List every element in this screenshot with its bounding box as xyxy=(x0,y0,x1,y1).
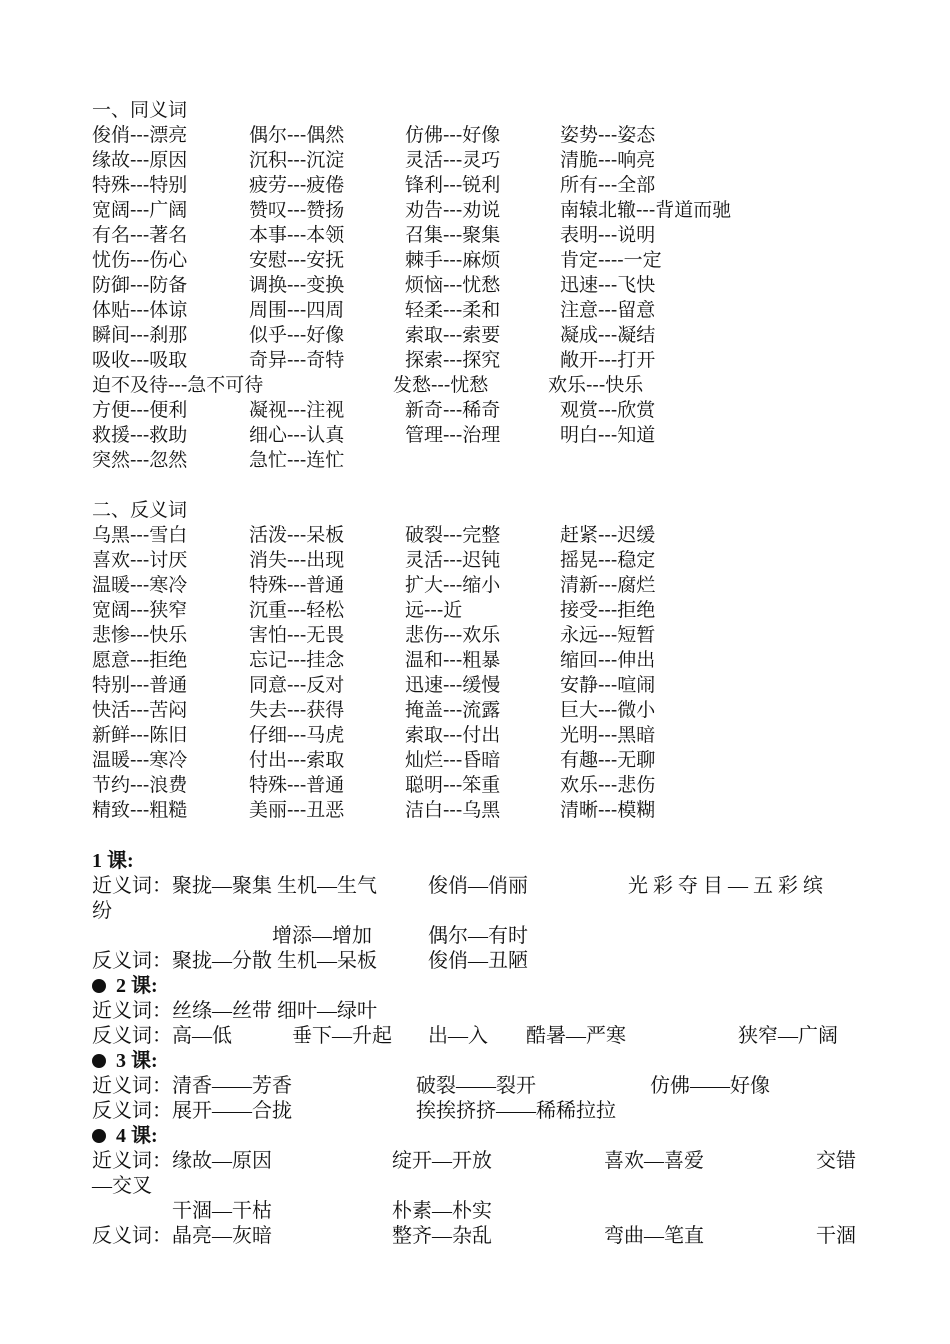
antonym-row xyxy=(92,798,872,823)
synonym-pair: 急忙---连忙 xyxy=(249,449,345,471)
antonym-row xyxy=(92,723,872,748)
antonym-row xyxy=(92,598,872,623)
antonyms-title: 二、反义词 xyxy=(92,499,188,521)
lesson-4-synonyms-wrap: —交叉 xyxy=(92,1175,152,1197)
synonym-pair: 观赏---欣赏 xyxy=(560,399,656,421)
bullet-icon xyxy=(92,1129,106,1143)
antonym-row xyxy=(92,748,872,773)
antonym-pair: 安静---喧闹 xyxy=(560,674,656,696)
antonym-pair: 扩大---缩小 xyxy=(405,574,501,596)
lesson-1-synonyms: 近义词：聚拢—聚集 生机—生气 俊俏—俏丽 光 彩 夺 目 — 五 彩 缤 xyxy=(92,875,823,897)
synonym-pair: 所有---全部 xyxy=(560,174,656,196)
synonym-pair: 俊俏---漂亮 xyxy=(92,124,188,146)
synonym-pair: 凝视---注视 xyxy=(249,399,345,421)
synonym-pair: 缘故---原因 xyxy=(92,149,188,171)
antonym-pair: 赶紧---迟缓 xyxy=(560,524,656,546)
synonym-pair: 注意---留意 xyxy=(560,299,656,321)
synonym-pair: 方便---便利 xyxy=(92,399,188,421)
synonym-pair: 姿势---姿态 xyxy=(560,124,656,146)
antonym-pair: 巨大---微小 xyxy=(560,699,656,721)
synonym-pair: 本事---本领 xyxy=(249,224,345,246)
synonym-pair: 安慰---安抚 xyxy=(249,249,345,271)
antonym-pair: 忘记---挂念 xyxy=(249,649,345,671)
synonym-pair: 灵活---灵巧 xyxy=(405,149,501,171)
antonym-row xyxy=(92,773,872,798)
antonym-pair: 永远---短暂 xyxy=(560,624,656,646)
antonym-pair: 迅速---缓慢 xyxy=(405,674,501,696)
synonym-list xyxy=(92,123,872,373)
antonym-pair: 摇晃---稳定 xyxy=(560,549,656,571)
synonym-pair: 忧伤---伤心 xyxy=(92,249,188,271)
synonym-pair: 敞开---打开 xyxy=(560,349,656,371)
antonym-pair: 仔细---马虎 xyxy=(249,724,345,746)
synonym-row xyxy=(92,173,872,198)
antonym-pair: 温暖---寒冷 xyxy=(92,574,188,596)
synonym-pair: 防御---防备 xyxy=(92,274,188,296)
antonym-row xyxy=(92,523,872,548)
antonym-pair: 宽阔---狭窄 xyxy=(92,599,188,621)
lesson-2-antonyms: 反义词：高—低 垂下—升起 出—入 酷暑—严寒 狭窄—广阔 xyxy=(92,1025,838,1047)
synonym-row xyxy=(92,323,872,348)
antonym-pair: 精致---粗糙 xyxy=(92,799,188,821)
antonym-pair: 清晰---模糊 xyxy=(560,799,656,821)
synonym-pair: 偶尔---偶然 xyxy=(249,124,345,146)
document-page xyxy=(92,98,872,1249)
synonym-pair: 新奇---稀奇 xyxy=(405,399,501,421)
lesson-4-synonyms-2: 干涸—干枯 朴素—朴实 xyxy=(172,1200,492,1222)
antonym-row xyxy=(92,698,872,723)
antonym-pair: 新鲜---陈旧 xyxy=(92,724,188,746)
antonym-pair: 温暖---寒冷 xyxy=(92,749,188,771)
antonym-pair: 掩盖---流露 xyxy=(405,699,501,721)
bullet-icon xyxy=(92,979,106,993)
antonym-pair: 愿意---拒绝 xyxy=(92,649,188,671)
antonym-pair: 索取---付出 xyxy=(405,724,501,746)
synonym-pair: 清脆---响亮 xyxy=(560,149,656,171)
antonym-pair: 沉重---轻松 xyxy=(249,599,345,621)
synonym-pair: 吸收---吸取 xyxy=(92,349,188,371)
synonym-row xyxy=(92,123,872,148)
lesson-3-synonyms: 近义词：清香——芳香 破裂——裂开 仿佛——好像 xyxy=(92,1075,770,1097)
antonym-pair: 活泼---呆板 xyxy=(249,524,345,546)
antonym-pair: 节约---浪费 xyxy=(92,774,188,796)
antonym-pair: 悲惨---快乐 xyxy=(92,624,188,646)
synonym-row xyxy=(92,198,872,223)
synonym-pair: 迅速---飞快 xyxy=(560,274,656,296)
synonym-pair: 细心---认真 xyxy=(249,424,345,446)
synonym-list-continued xyxy=(92,398,872,473)
antonym-row xyxy=(92,623,872,648)
lesson-1-antonyms: 反义词：聚拢—分散 生机—呆板 俊俏—丑陋 xyxy=(92,950,528,972)
synonym-pair: 欢乐---快乐 xyxy=(548,374,644,396)
section-spacer xyxy=(92,823,872,849)
synonym-row xyxy=(92,223,872,248)
antonym-pair: 美丽---丑恶 xyxy=(249,799,345,821)
synonym-pair: 调换---变换 xyxy=(249,274,345,296)
synonym-row xyxy=(92,273,872,298)
antonym-pair: 有趣---无聊 xyxy=(560,749,656,771)
antonym-pair: 快活---苦闷 xyxy=(92,699,188,721)
antonym-pair: 接受---拒绝 xyxy=(560,599,656,621)
antonym-pair: 缩回---伸出 xyxy=(560,649,656,671)
synonym-row xyxy=(92,398,872,423)
antonym-pair: 消失---出现 xyxy=(249,549,345,571)
lesson-4-antonyms: 反义词：晶亮—灰暗 整齐—杂乱 弯曲—笔直 干涸 xyxy=(92,1225,856,1247)
synonym-pair: 锋利---锐利 xyxy=(405,174,501,196)
synonym-pair: 沉积---沉淀 xyxy=(249,149,345,171)
synonym-pair: 仿佛---好像 xyxy=(405,124,501,146)
synonym-pair: 救援---救助 xyxy=(92,424,188,446)
synonym-pair: 南辕北辙---背道而驰 xyxy=(560,199,732,221)
synonym-pair: 奇异---奇特 xyxy=(249,349,345,371)
synonym-pair: 烦恼---忧愁 xyxy=(405,274,501,296)
antonym-pair: 聪明---笨重 xyxy=(405,774,501,796)
synonym-pair: 明白---知道 xyxy=(560,424,656,446)
antonym-pair: 洁白---乌黑 xyxy=(405,799,501,821)
synonym-pair: 迫不及待---急不可待 xyxy=(92,374,264,396)
synonym-pair: 体贴---体谅 xyxy=(92,299,188,321)
antonym-pair: 失去---获得 xyxy=(249,699,345,721)
synonym-wide-row xyxy=(92,373,872,398)
synonym-pair: 索取---索要 xyxy=(405,324,501,346)
synonym-pair: 特殊---特别 xyxy=(92,174,188,196)
synonym-row xyxy=(92,423,872,448)
antonym-pair: 付出---索取 xyxy=(249,749,345,771)
synonym-row xyxy=(92,348,872,373)
antonym-pair: 害怕---无畏 xyxy=(249,624,345,646)
antonym-pair: 光明---黑暗 xyxy=(560,724,656,746)
antonym-pair: 悲伤---欢乐 xyxy=(405,624,501,646)
lesson-3-heading: 3 课: xyxy=(92,1049,872,1074)
synonym-pair: 棘手---麻烦 xyxy=(405,249,501,271)
lesson-1-heading: 1 课: xyxy=(92,850,134,872)
lesson-1-synonyms-wrap: 纷 xyxy=(92,900,112,922)
synonym-pair: 周围---四周 xyxy=(249,299,345,321)
synonym-pair: 劝告---劝说 xyxy=(405,199,501,221)
synonym-row xyxy=(92,148,872,173)
synonym-pair: 表明---说明 xyxy=(560,224,656,246)
antonym-row xyxy=(92,673,872,698)
synonym-pair: 疲劳---疲倦 xyxy=(249,174,345,196)
antonym-pair: 特别---普通 xyxy=(92,674,188,696)
antonym-pair: 喜欢---讨厌 xyxy=(92,549,188,571)
antonym-row xyxy=(92,573,872,598)
lesson-4-heading: 4 课: xyxy=(92,1124,872,1149)
synonym-row xyxy=(92,298,872,323)
synonym-pair: 有名---著名 xyxy=(92,224,188,246)
lesson-2-synonyms: 近义词：丝绦—丝带 细叶—绿叶 xyxy=(92,1000,377,1022)
antonym-pair: 特殊---普通 xyxy=(249,774,345,796)
antonym-row xyxy=(92,548,872,573)
synonym-pair: 管理---治理 xyxy=(405,424,501,446)
antonym-pair: 灿烂---昏暗 xyxy=(405,749,501,771)
antonym-pair: 乌黑---雪白 xyxy=(92,524,188,546)
lesson-4-synonyms: 近义词：缘故—原因 绽开—开放 喜欢—喜爱 交错 xyxy=(92,1150,856,1172)
synonym-pair: 瞬间---刹那 xyxy=(92,324,188,346)
section-spacer xyxy=(92,473,872,498)
antonym-pair: 破裂---完整 xyxy=(405,524,501,546)
lesson-1-synonyms-2: 增添—增加 偶尔—有时 xyxy=(272,925,528,947)
synonym-pair: 轻柔---柔和 xyxy=(405,299,501,321)
antonym-pair: 灵活---迟钝 xyxy=(405,549,501,571)
lesson-3-antonyms: 反义词：展开——合拢 挨挨挤挤——稀稀拉拉 xyxy=(92,1100,616,1122)
synonym-pair: 探索---探究 xyxy=(405,349,501,371)
synonym-pair: 赞叹---赞扬 xyxy=(249,199,345,221)
synonyms-title: 一、同义词 xyxy=(92,99,188,121)
synonym-row xyxy=(92,248,872,273)
synonym-pair: 似乎---好像 xyxy=(249,324,345,346)
antonym-pair: 清新---腐烂 xyxy=(560,574,656,596)
antonym-pair: 同意---反对 xyxy=(249,674,345,696)
antonym-pair: 欢乐---悲伤 xyxy=(560,774,656,796)
bullet-icon xyxy=(92,1054,106,1068)
synonym-pair: 突然---忽然 xyxy=(92,449,188,471)
antonym-pair: 温和---粗暴 xyxy=(405,649,501,671)
antonym-list xyxy=(92,523,872,823)
synonym-pair: 凝成---凝结 xyxy=(560,324,656,346)
synonym-pair: 召集---聚集 xyxy=(405,224,501,246)
synonym-row xyxy=(92,448,872,473)
synonym-pair: 宽阔---广阔 xyxy=(92,199,188,221)
synonym-pair: 发愁---忧愁 xyxy=(393,374,489,396)
antonym-pair: 特殊---普通 xyxy=(249,574,345,596)
synonym-pair: 肯定----一定 xyxy=(560,249,662,271)
antonym-row xyxy=(92,648,872,673)
antonym-pair: 远---近 xyxy=(405,599,463,621)
lesson-2-heading: 2 课: xyxy=(92,974,872,999)
